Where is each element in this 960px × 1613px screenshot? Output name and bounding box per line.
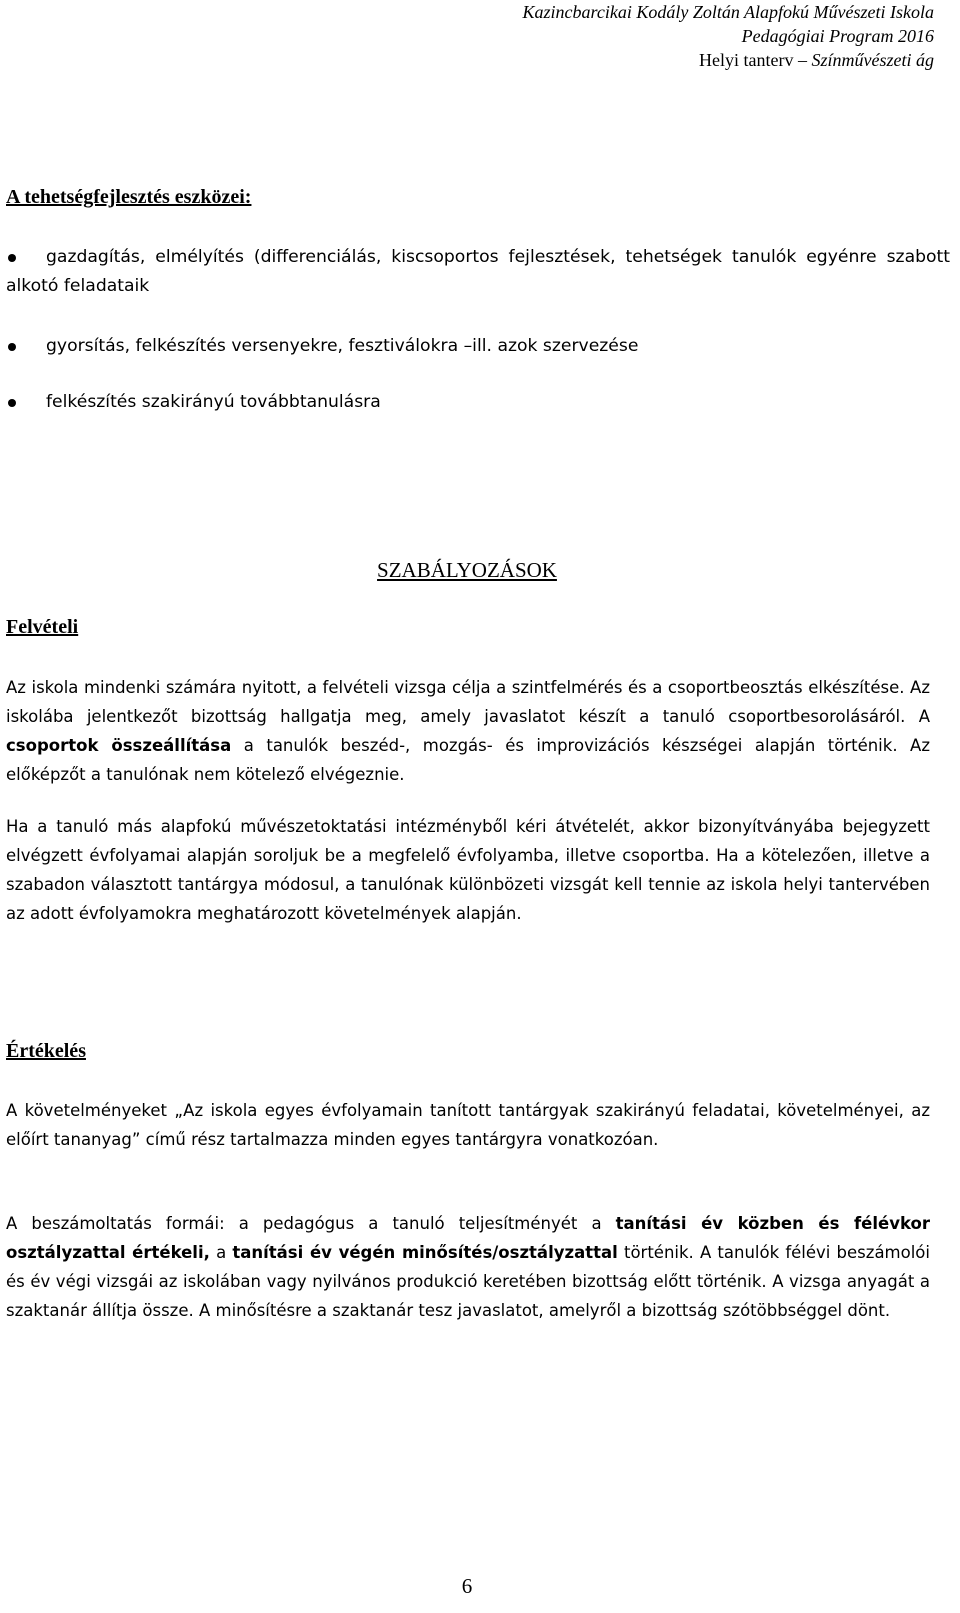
header-program: Pedagógiai Program 2016 — [741, 26, 934, 46]
bullet-item — [6, 388, 950, 417]
evaluation-paragraph-1: A követelményeket „Az iskola egyes évfolyamain tanított tantárgyak szakirányú feladatai, követelményei, az előírt tananyag” című rész tartalmazza minden egyes tantárgyra vonatkozóan. — [6, 1101, 930, 1149]
admission-paragraph-2: Ha a tanuló más alapfokú művészetoktatási intézményből kéri átvételét, akkor bizonyítványába bejegyzett elvégzett évfolyamai alapján soroljuk be a megfelelő évfolyamba, illetve csoportba. Ha a kötelezően, illetve a szabadon választott tantárgya módosul, a tanulónak különbözeti vizsgát kell tennie az iskola helyi tantervében az adott évfolyamokra meghatározott követelmények alapján. — [6, 817, 930, 923]
header-curriculum: Helyi tanterv – Színművészeti ág — [699, 50, 934, 70]
bold-phrase: tanítási év közben és félévkor osztályzattal értékeli, — [6, 1214, 930, 1262]
page-header — [334, 0, 934, 72]
bullet-dot-icon — [8, 399, 16, 407]
page-number: 6 — [461, 1574, 473, 1598]
bold-phrase: tanítási év végén minősítés/osztályzattal — [232, 1243, 618, 1262]
rules-title: SZABÁLYOZÁSOK — [377, 558, 557, 582]
bullet-item — [6, 332, 950, 361]
bullet-dot-icon — [8, 254, 16, 262]
bold-phrase: csoportok összeállítása — [6, 736, 232, 755]
evaluation-paragraph-2: A beszámoltatás formái: a pedagógus a tanuló teljesítményét a tanítási év közben és félévkor osztályzattal értékeli, a tanítási év végén minősítés/osztályzattal történik. A tanulók félévi beszámolói és év végi vizsgái az iskolában vagy nyilvános produkció keretében bizottság előtt történik. A vizsga anyagát a szaktanár állítja össze. A minősítésre a szaktanár tesz javaslatot, amelyről a bizottság szótöbbséggel dönt. — [6, 1214, 930, 1320]
evaluation-heading: Értékelés — [6, 1040, 86, 1062]
bullet-text: felkészítés szakirányú továbbtanulásra — [46, 392, 381, 412]
admission-heading: Felvételi — [6, 616, 79, 638]
bullet-text: gyorsítás, felkészítés versenyekre, fesztiválokra –ill. azok szervezése — [46, 336, 639, 356]
header-school-name: Kazincbarcikai Kodály Zoltán Alapfokú Művészeti Iskola — [522, 2, 934, 22]
bullet-text: gazdagítás, elmélyítés (differenciálás, kiscsoportos fejlesztések, tehetségek tanulók egyénre szabott alkotó feladataik — [6, 247, 950, 296]
bullet-item — [6, 243, 950, 301]
bullet-dot-icon — [8, 343, 16, 351]
talent-heading: A tehetségfejlesztés eszközei: — [6, 186, 252, 208]
admission-paragraph-1: Az iskola mindenki számára nyitott, a felvételi vizsga célja a szintfelmérés és a csoportbeosztás elkészítése. Az iskolába jelentkezőt bizottság hallgatja meg, amely javaslatot készít a tanuló csoportbesorolásáról. A csoportok összeállítása a tanulók beszéd-, mozgás- és improvizációs készségei alapján történik. Az előképzőt a tanulónak nem kötelező elvégeznie. — [6, 678, 930, 784]
